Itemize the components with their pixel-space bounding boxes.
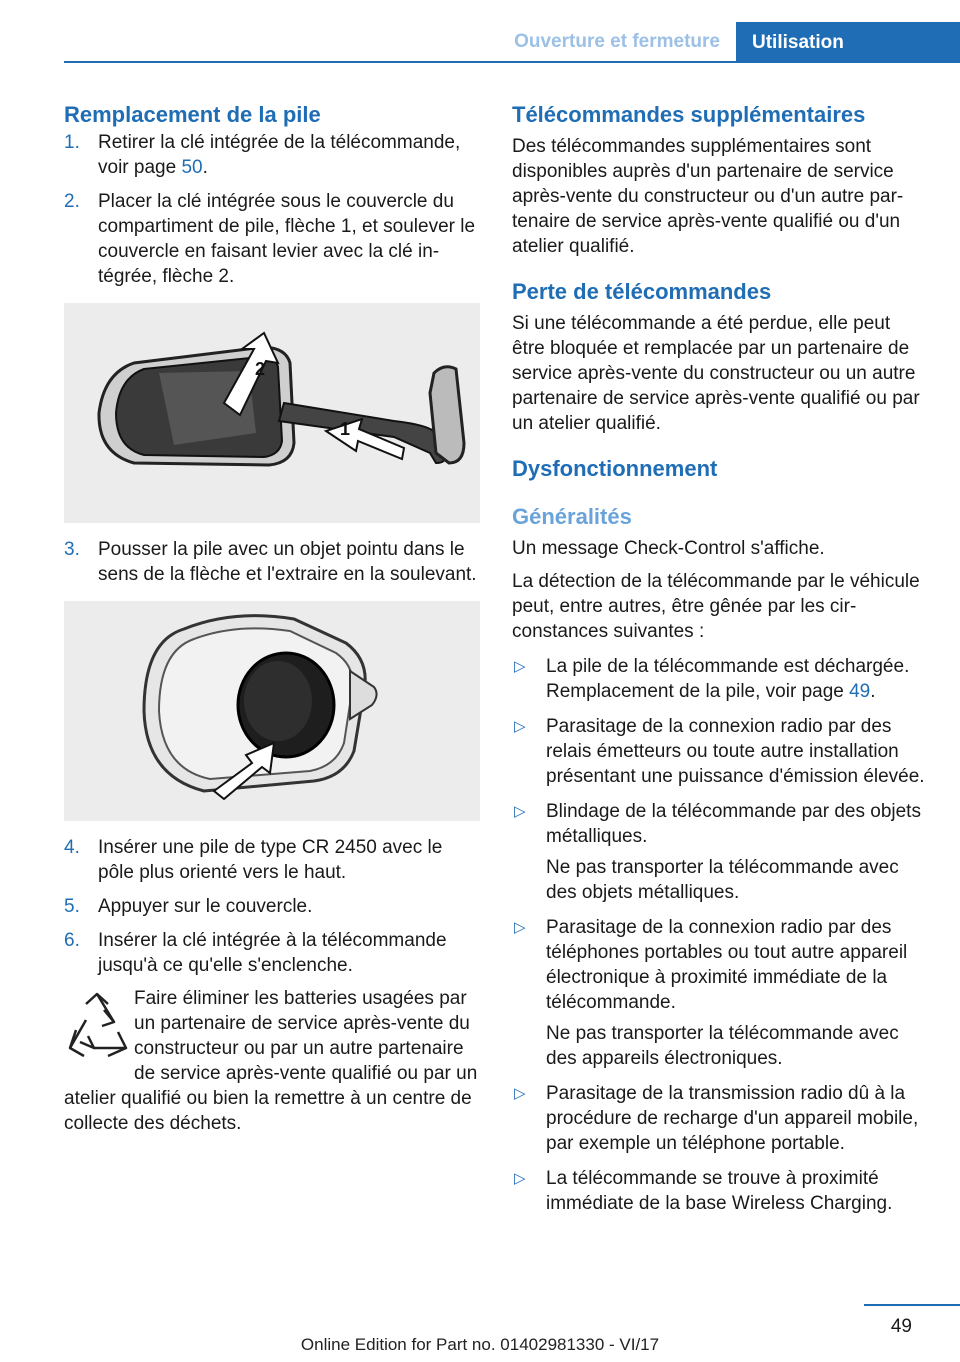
extra-remotes-title: Télécommandes supplémentaires [512,102,866,127]
header-chapter-tab: Utilisation [736,22,960,63]
step-text: Insérer la clé intégrée à la télécommande jusqu'à ce qu'elle s'enclenche. [98,930,447,976]
edition-footer: Online Edition for Part no. 01402981330 - VI/17 [300,1335,660,1354]
step-text: Placer la clé intégrée sous le couvercle du compartiment de pile, flèche 1, et soulever le couvercle en faisant levier avec la clé intégrée, flèche 2. [98,191,476,287]
step-text: Insérer une pile de type CR 2450 avec le pôle plus orienté vers le haut. [98,837,443,883]
bullet-subtext: Ne pas transporter la télécommande avec des appareils électroniques. [546,1023,899,1069]
left-column [64,100,480,1136]
step-text: Retirer la clé intégrée de la télécommande, voir page 50. [98,132,461,178]
bullet-item [512,1081,926,1156]
bullet-marker: ▷ [514,1085,526,1102]
key-open-figure [64,303,480,523]
check-control-text: Un message Check-Control s'affiche. [512,538,825,559]
bullet-marker: ▷ [514,1170,526,1187]
bullet-item [512,799,926,849]
page-link-50[interactable]: 50 [181,157,203,178]
header-rule [64,61,960,63]
step-number: 2. [64,191,80,212]
step-number: 5. [64,896,80,917]
step-number: 4. [64,837,80,858]
bullet-item [512,654,926,704]
extra-remotes-text: Des télécommandes supplémentaires sont disponibles auprès d'un partenaire de service après-vente du constructeur ou d'un autre partenaire de service après-vente qualifié ou d'un atelier qualifié. [512,136,904,257]
step-number: 6. [64,930,80,951]
malfunction-title: Dysfonctionnement [512,456,718,481]
battery-replacement-title: Remplacement de la pile [64,102,321,127]
page-number: 49 [890,1316,912,1337]
step-4 [64,835,480,885]
step-number: 3. [64,539,80,560]
step-6 [64,928,480,978]
step-text: Pousser la pile avec un objet pointu dans le sens de la flèche et l'extraire en la soulevant. [98,539,477,585]
general-subtitle: Généralités [512,504,632,529]
bullet-item [512,1166,926,1216]
bullet-item [512,915,926,1015]
bullet-text: Blindage de la télécommande par des objets métalliques. [546,801,921,847]
step-2 [64,189,480,289]
bullet-marker: ▷ [514,718,526,735]
step-1 [64,130,480,180]
lost-remotes-title: Perte de télécommandes [512,279,772,304]
bullet-text: La télécommande se trouve à proximité immédiate de la base Wireless Charging. [546,1168,893,1214]
bullet-text: Parasitage de la transmission radio dû à la procédure de recharge d'un appareil mobile, par exemple un téléphone portable. [546,1083,919,1154]
step-3 [64,537,480,587]
step-number: 1. [64,132,80,153]
arrow-2-label: 2 [255,359,266,379]
recycling-note [64,986,480,1136]
bullet-marker: ▷ [514,919,526,936]
detection-text: La détection de la télécommande par le véhicule peut, entre autres, être gênée par les circonstances suivantes : [512,571,920,642]
recycling-note-text: Faire éliminer les batteries usagées par un partenaire de service après-vente du constructeur ou par un autre partenaire de service après-vente qualifié ou par un atelier qualifié ou bien la remettre à un centre de collecte des déchets. [64,988,478,1134]
step-5 [64,894,480,919]
battery-remove-figure [64,601,480,821]
bullet-item [512,714,926,789]
bullet-marker: ▷ [514,658,526,675]
footer-rule [864,1304,960,1306]
step-text: Appuyer sur le couvercle. [98,896,313,917]
right-column [512,100,926,1216]
arrow-1-label: 1 [340,419,351,439]
bullet-marker: ▷ [514,803,526,820]
bullet-text: La pile de la télécommande est déchargée. Remplacement de la pile, voir page 49. [546,656,910,702]
bullet-text: Parasitage de la connexion radio par des téléphones portables ou tout autre appareil électronique à proximité immédiate de la télécommande. [546,917,908,1013]
bullet-subtext: Ne pas transporter la télécommande avec des objets métalliques. [546,857,899,903]
header-section-title: Ouverture et fermeture [514,31,720,52]
page-link-49[interactable]: 49 [849,681,871,702]
bullet-text: Parasitage de la connexion radio par des relais émetteurs ou toute autre installation présentant une puissance d'émission élevée. [546,716,925,787]
recycle-icon [64,990,130,1068]
lost-remotes-text: Si une télécommande a été perdue, elle peut être bloquée et remplacée par un partenaire de service après-vente du constructeur ou un autre partenaire de service après-vente qualifié ou par un atelier qualifié. [512,313,920,434]
